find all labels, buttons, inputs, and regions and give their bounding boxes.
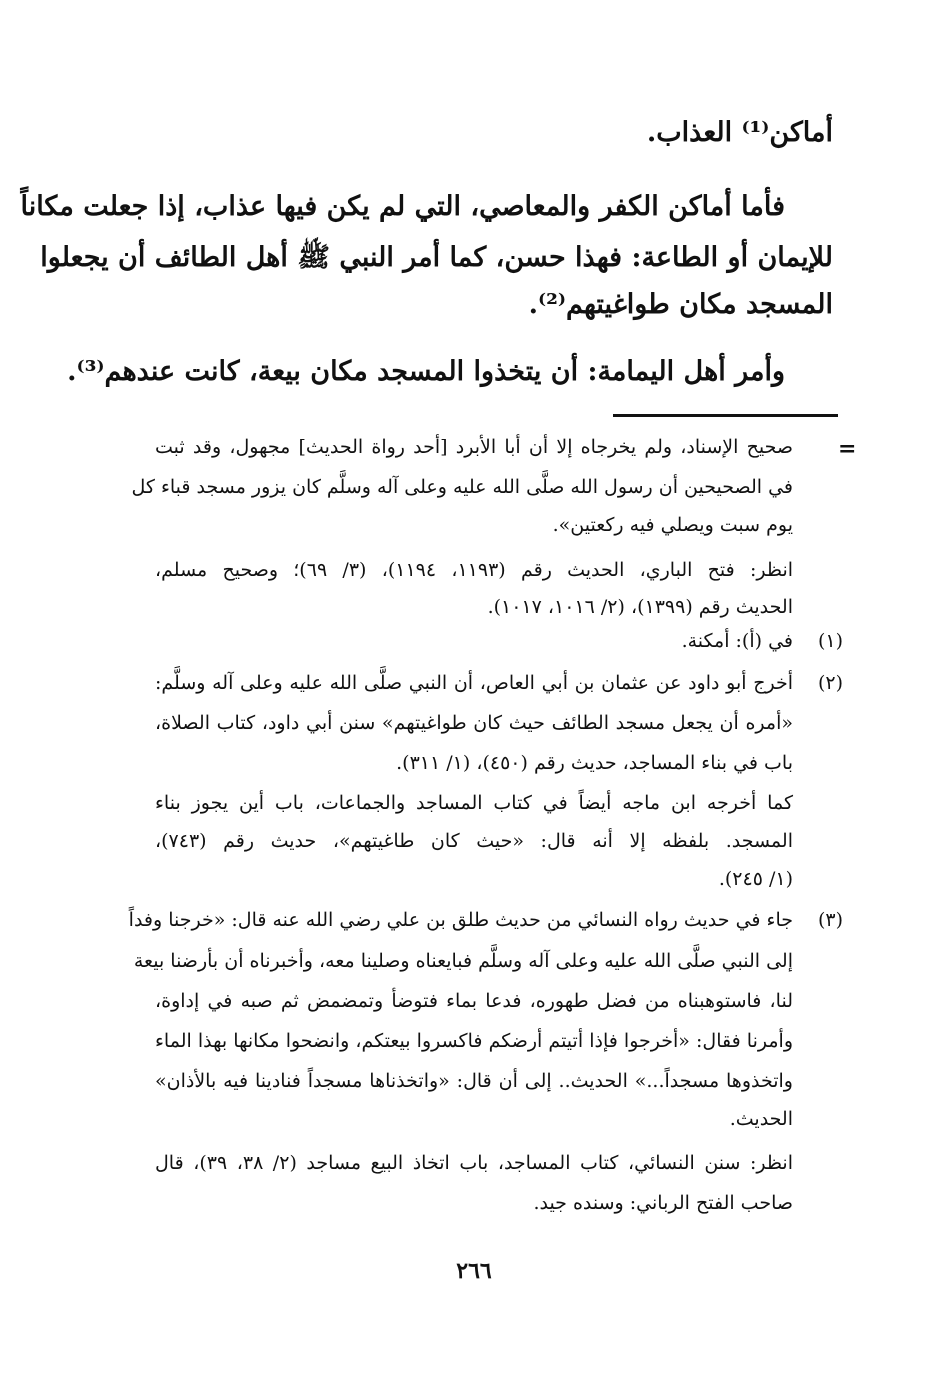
footnote-2-line-4: كما أخرجه ابن ماجه أيضاً في كتاب المساجد والجماعات، باب أين يجوز بناء [155, 792, 793, 814]
carryover-line-4: انظر: فتح الباري، الحديث رقم (١١٩٣، ١١٩٤)، (٣/ ٦٩)؛ وصحيح مسلم، [155, 559, 794, 581]
carryover-line-2: في الصحيحين أن رسول الله صلَّى الله عليه وعلى آله وسلَّم كان يزور مسجد قباء كل [131, 476, 793, 498]
footnote-separator [613, 414, 838, 417]
main-line-2: فأما أماكن الكفر والمعاصي، التي لم يكن فيها عذاب، إذا جعلت مكاناً [20, 191, 785, 222]
footnote-3-line-2: إلى النبي صلَّى الله عليه وعلى آله وسلَّم فبايعناه وصلينا معه، وأخبرناه أن بأرضنا بيعة [133, 950, 793, 972]
page-number: ٢٦٦ [456, 1258, 492, 1284]
footnote-2-line-6: (١/ ٢٤٥). [718, 868, 793, 890]
main-line-3: للإيمان أو الطاعة: فهذا حسن، كما أمر النبي ﷺ أهل الطائف أن يجعلوا [40, 242, 833, 273]
footnote-1-number: (١) [817, 630, 843, 652]
carryover-line-1: صحيح الإسناد، ولم يخرجاه إلا أن أبا الأبرد [أحد رواة الحديث] مجهول، وقد ثبت [155, 436, 793, 458]
footnote-3-line-4: وأمرنا فقال: «أخرجوا فإذا أتيتم أرضكم فاكسروا بيعتكم، وانضحوا مكانها بهذا الماء [155, 1030, 793, 1052]
footnote-2-line-2: «أمره أن يجعل مسجد الطائف حيث كان طواغيتهم» سنن أبي داود، كتاب الصلاة، [155, 712, 793, 734]
footnote-3-line-5: واتخذوها مسجداً...» الحديث.. إلى أن قال: «واتخذناها مسجداً فنادينا فيه بالأذان» [155, 1070, 793, 1092]
footnote-3-line-8: صاحب الفتح الرباني: وسنده جيد. [533, 1192, 793, 1214]
carryover-line-5: الحديث رقم (١٣٩٩)، (٢/ ١٠١٦، ١٠١٧). [487, 596, 793, 618]
footnote-1-line-1: في (أ): أمكنة. [681, 630, 793, 652]
footnote-2-line-3: باب في بناء المساجد، حديث رقم (٤٥٠)، (١/ ٣١١). [396, 752, 793, 774]
main-line-5: وأمر أهل اليمامة: أن يتخذوا المسجد مكان بيعة، كانت عندهم⁽³⁾. [67, 356, 785, 387]
footnote-2-line-1: أخرج أبو داود عن عثمان بن أبي العاص، أن النبي صلَّى الله عليه وعلى آله وسلَّم: [155, 672, 793, 694]
footnote-2-number: (٢) [817, 672, 843, 694]
main-line-4: المسجد مكان طواغيتهم⁽²⁾. [528, 289, 833, 320]
footnote-3-number: (٣) [817, 909, 843, 931]
footnote-2-line-5: المسجد. بلفظه إلا أنه قال: «حيث كان طاغيتهم»، حديث رقم (٧٤٣)، [155, 830, 793, 852]
continuation-mark: = [838, 436, 857, 462]
main-line-1: أماكن⁽¹⁾ العذاب. [646, 117, 833, 148]
footnote-3-line-1: جاء في حديث رواه النسائي من حديث طلق بن علي رضي الله عنه قال: «خرجنا وفداً [128, 909, 793, 931]
footnote-3-line-3: لنا، فاستوهبناه من فضل طهوره، فدعا بماء فتوضأ وتمضمض ثم صبه في إداوة، [155, 990, 793, 1012]
footnote-3-line-7: انظر: سنن النسائي، كتاب المساجد، باب اتخاذ البيع مساجد (٢/ ٣٨، ٣٩)، قال [155, 1152, 793, 1174]
footnote-3-line-6: الحديث. [729, 1108, 793, 1130]
carryover-line-3: يوم سبت ويصلي فيه ركعتين». [552, 514, 793, 536]
